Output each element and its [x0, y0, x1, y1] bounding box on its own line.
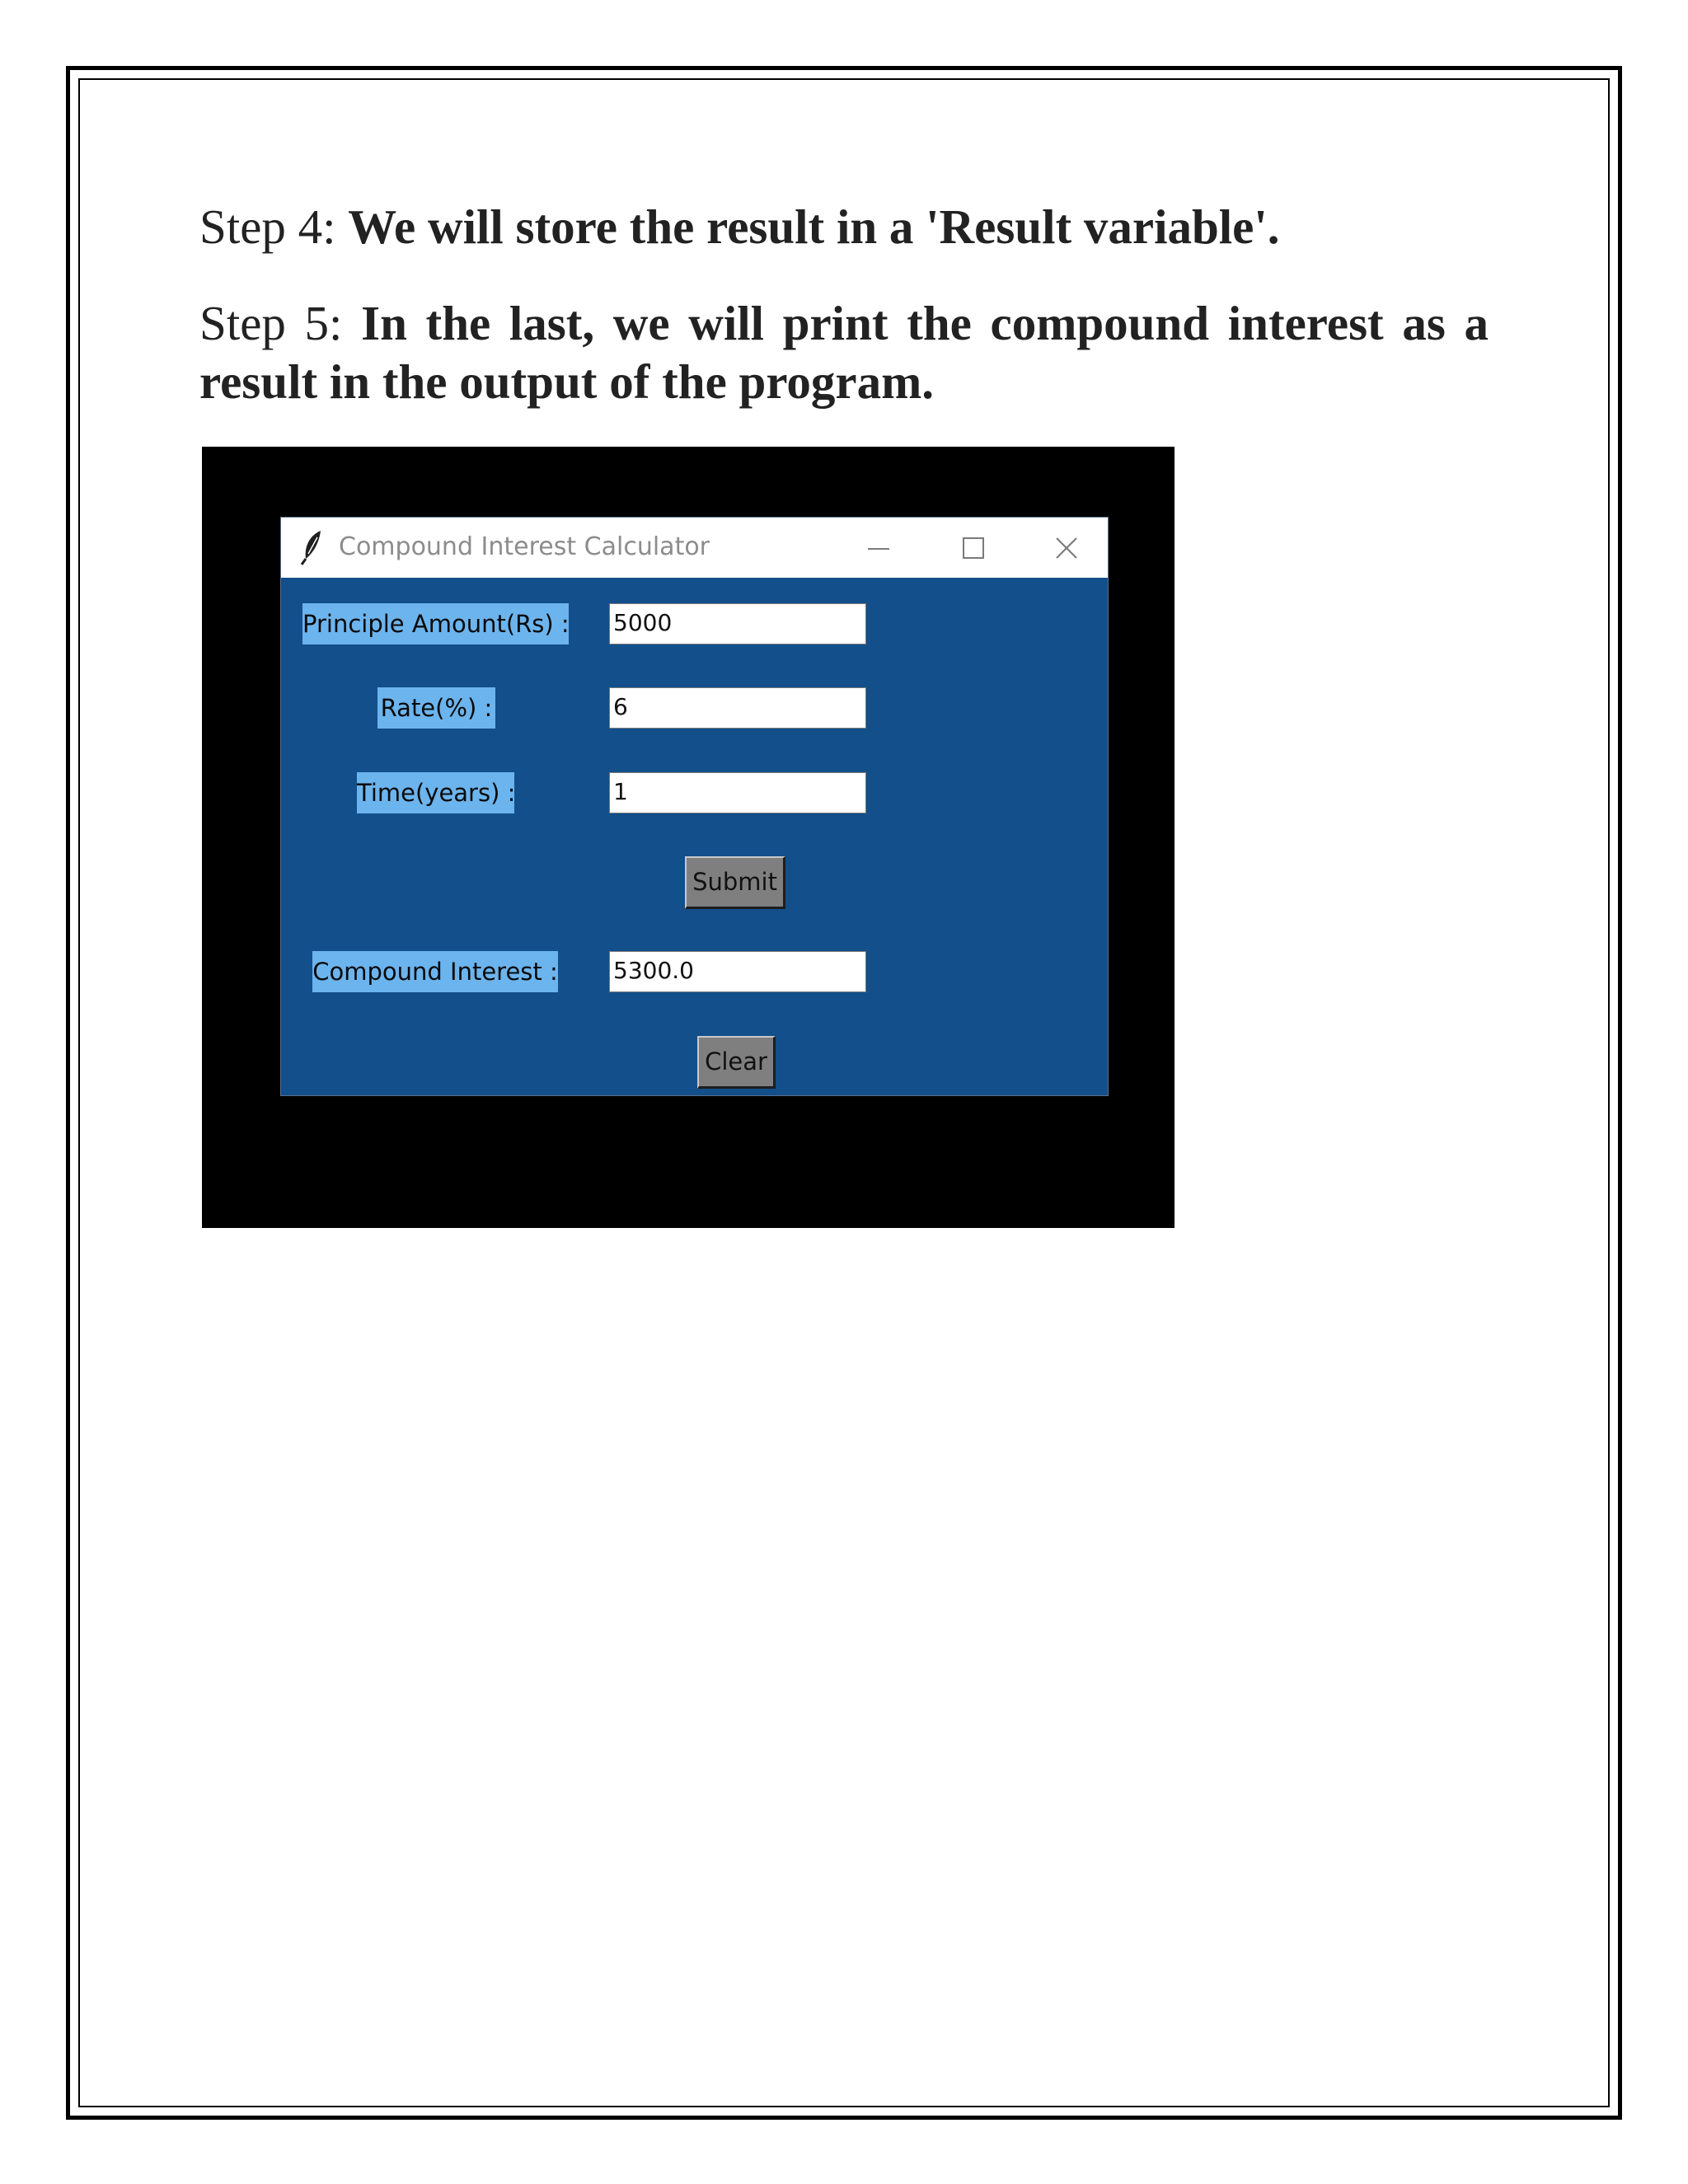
time-input[interactable]: 1	[609, 772, 866, 813]
step-4-prefix: Step 4:	[199, 199, 336, 254]
compound-interest-label: Compound Interest :	[312, 951, 558, 992]
rate-label: Rate(%) :	[377, 687, 495, 729]
step-5-prefix: Step 5:	[199, 296, 343, 350]
step-5-text: In the last, we will print the compound interest as a result in the output of the program.	[199, 296, 1489, 409]
calculator-window	[280, 517, 1109, 1096]
close-icon	[1054, 536, 1079, 560]
clear-button[interactable]: Clear	[697, 1036, 776, 1089]
window-title: Compound Interest Calculator	[339, 532, 710, 561]
maximize-button[interactable]	[940, 518, 1006, 578]
rate-input[interactable]: 6	[609, 687, 866, 729]
time-label: Time(years) :	[357, 772, 514, 813]
step-5-paragraph	[199, 294, 1489, 411]
feather-icon	[299, 529, 324, 565]
principal-label: Principle Amount(Rs) :	[302, 603, 569, 644]
program-output-screenshot	[202, 447, 1175, 1228]
maximize-icon	[961, 536, 986, 560]
close-button[interactable]	[1034, 518, 1100, 578]
step-4-paragraph	[199, 198, 1489, 256]
compound-interest-output[interactable]: 5300.0	[609, 951, 866, 992]
step-4-text: We will store the result in a 'Result variable'.	[348, 199, 1280, 254]
window-titlebar[interactable]	[281, 518, 1108, 578]
minimize-icon	[866, 536, 891, 560]
principal-input[interactable]: 5000	[609, 603, 866, 644]
minimize-button[interactable]	[846, 518, 912, 578]
submit-button[interactable]: Submit	[685, 856, 785, 909]
